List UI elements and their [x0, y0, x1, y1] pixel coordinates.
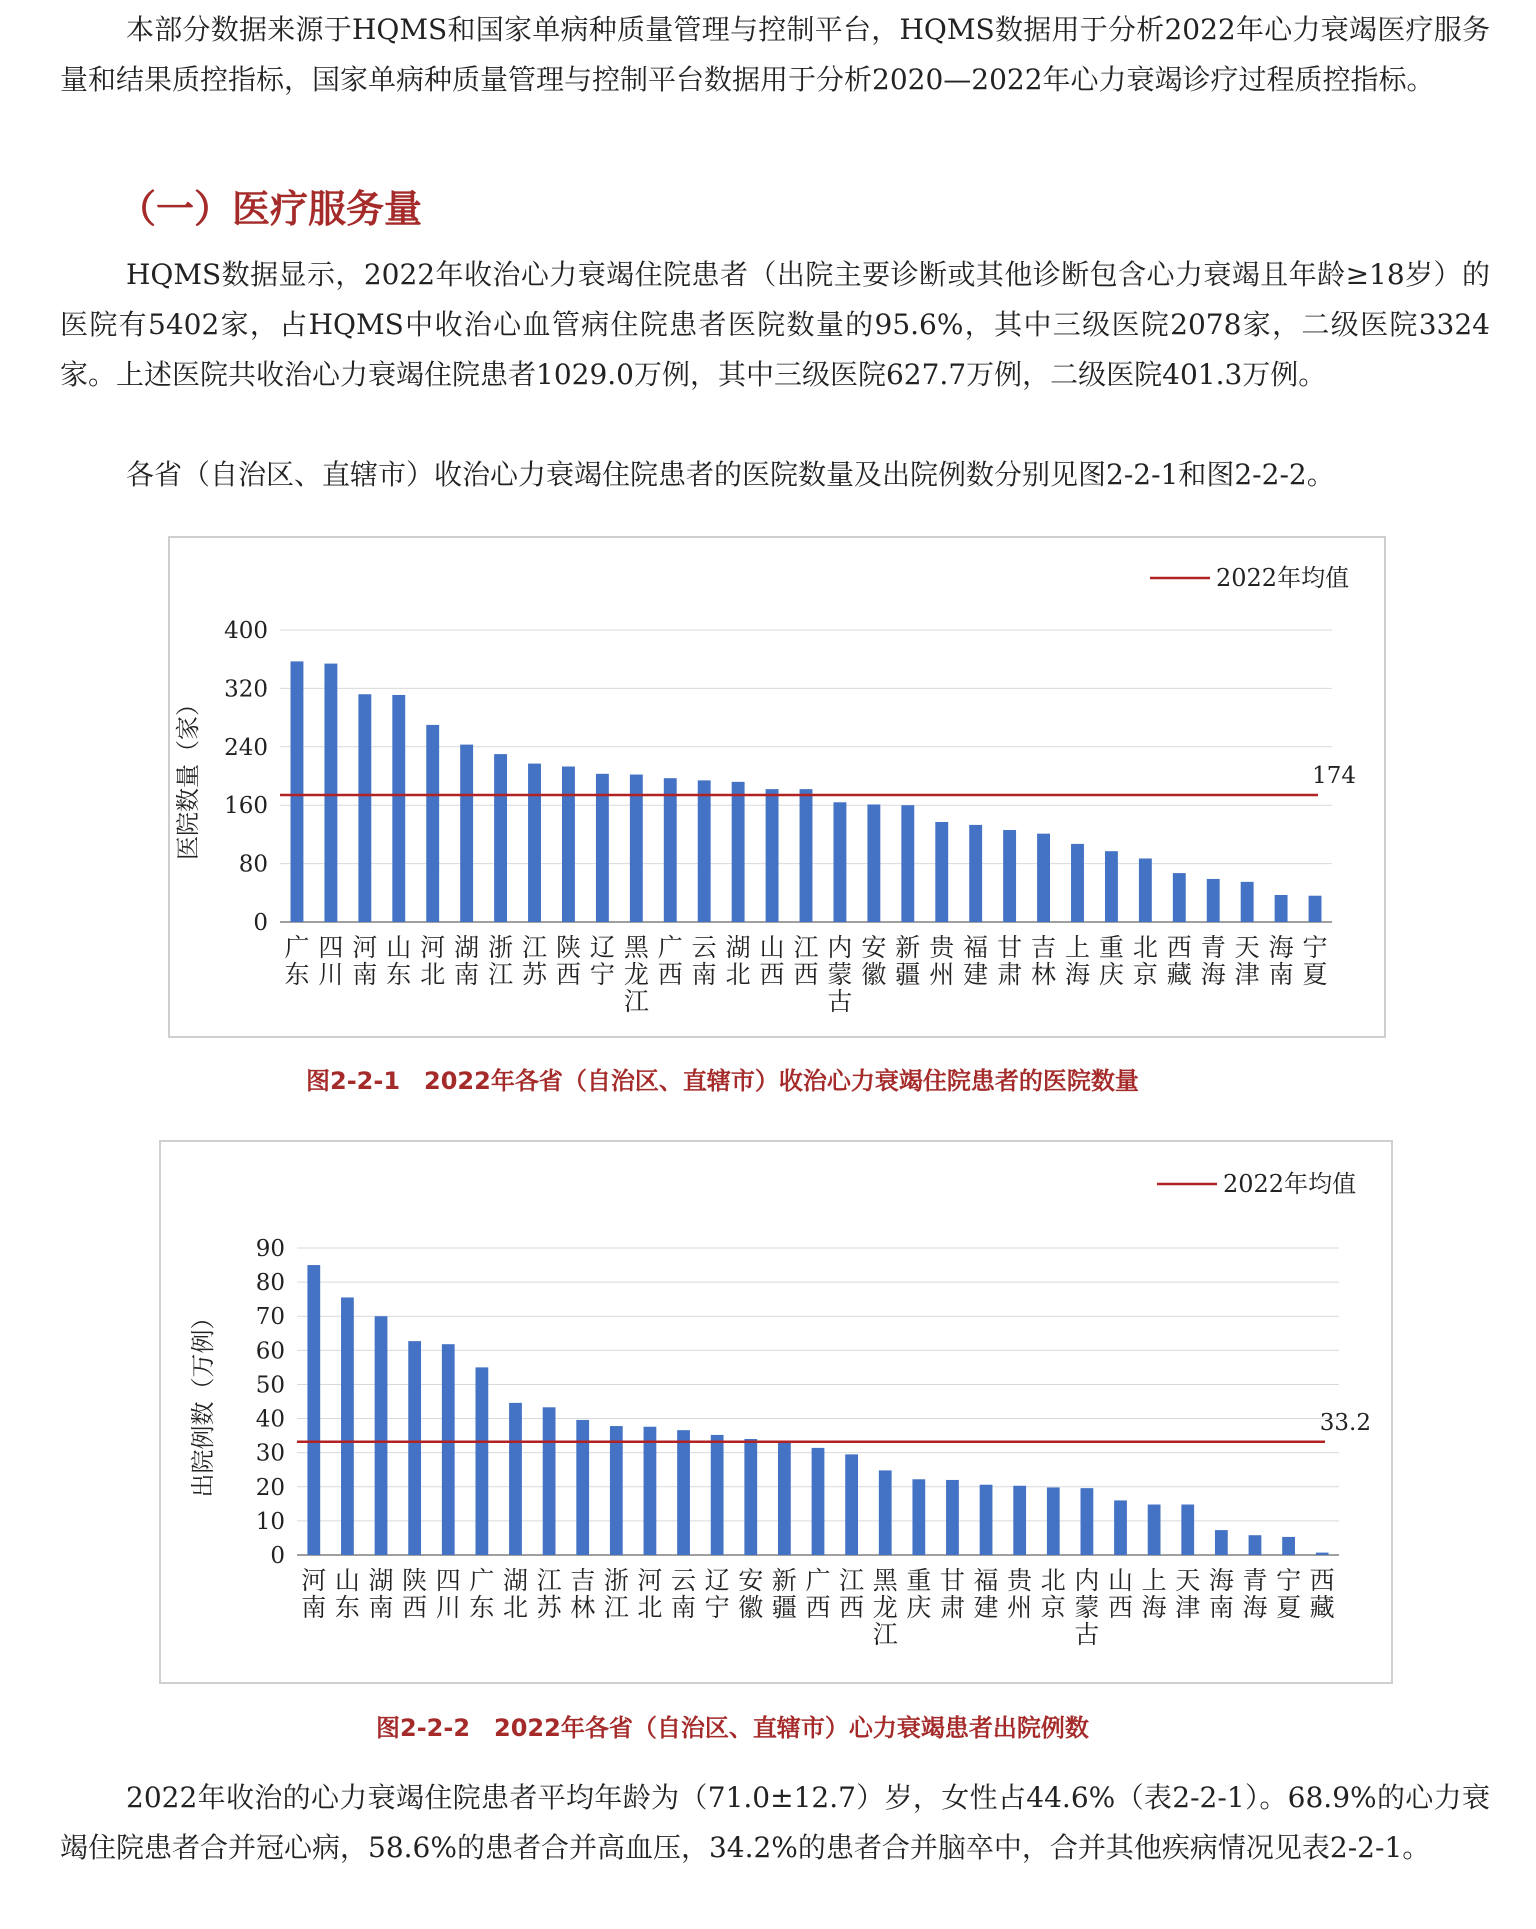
x-category-label: 贵: [1007, 1566, 1033, 1595]
x-category-label: 北: [1132, 933, 1158, 962]
x-category-label: 天: [1234, 933, 1260, 962]
y-tick-label: 30: [255, 1440, 285, 1467]
x-category-label: 北: [502, 1593, 528, 1622]
x-category-label: 江: [603, 1593, 629, 1622]
y-tick-label: 60: [255, 1338, 285, 1365]
bar: [901, 805, 914, 922]
y-tick-label: 50: [255, 1372, 285, 1399]
x-category-label: 江: [793, 933, 819, 962]
x-category-label: 青: [1242, 1566, 1268, 1595]
bar: [935, 822, 948, 922]
x-category-label: 北: [725, 960, 751, 989]
service-volume-paragraph: HQMS数据显示，2022年收治心力衰竭住院患者（出院主要诊断或其他诊断包含心力衰竭且年龄≥18岁）的医院有5402家，占HQMS中收治心血管病住院患者医院数量的95.6%，其中三级医院2078家，二级医院3324家。上述医院共收治心力衰竭住院患者1029.0万例，其中三级医院627.7万例，二级医院401.3万例。: [60, 258, 1490, 391]
x-category-label: 吉: [570, 1566, 596, 1595]
y-tick-label: 400: [224, 618, 268, 644]
bar: [980, 1485, 993, 1555]
y-axis-label: 医院数量（家）: [174, 692, 202, 860]
x-category-label: 西: [805, 1593, 831, 1622]
bar: [1105, 851, 1118, 922]
x-category-label: 江: [623, 987, 649, 1016]
x-category-label: 林: [570, 1593, 596, 1622]
bar: [358, 694, 371, 922]
bar: [732, 782, 745, 922]
x-category-label: 黑: [872, 1566, 898, 1595]
x-category-label: 广: [469, 1566, 495, 1595]
x-category-label: 福: [973, 1566, 999, 1595]
y-tick-label: 20: [255, 1474, 285, 1501]
x-category-label: 海: [1242, 1593, 1268, 1622]
x-category-label: 庆: [906, 1593, 932, 1622]
bar: [664, 778, 677, 922]
bar: [778, 1443, 791, 1555]
bar: [1148, 1505, 1161, 1555]
y-tick-label: 80: [255, 1270, 285, 1297]
x-category-label: 海: [1064, 960, 1090, 989]
x-category-label: 林: [1031, 960, 1057, 989]
bar: [543, 1407, 556, 1555]
x-category-label: 津: [1234, 960, 1260, 989]
x-category-label: 安: [738, 1566, 764, 1595]
bar: [812, 1448, 825, 1555]
bar: [562, 767, 575, 922]
x-category-label: 上: [1064, 933, 1090, 962]
bar: [833, 802, 846, 922]
bar: [426, 725, 439, 922]
x-category-label: 疆: [895, 960, 921, 989]
x-category-label: 西: [555, 960, 581, 989]
x-category-label: 东: [334, 1593, 360, 1622]
bar: [392, 695, 405, 922]
x-category-label: 山: [386, 933, 412, 962]
bar: [494, 754, 507, 922]
mean-value-label: 174: [1312, 762, 1356, 789]
x-category-label: 南: [1268, 960, 1294, 989]
x-category-label: 宁: [589, 960, 615, 989]
bar: [879, 1470, 892, 1555]
chart-discharge-count: [161, 1142, 1391, 1682]
x-category-label: 青: [1200, 933, 1226, 962]
x-category-label: 蒙: [1074, 1593, 1100, 1622]
y-tick-label: 160: [224, 793, 268, 820]
bar: [291, 661, 304, 922]
x-category-label: 藏: [1309, 1593, 1335, 1622]
bar: [1003, 830, 1016, 922]
y-tick-label: 0: [270, 1543, 285, 1569]
x-category-label: 福: [963, 933, 989, 962]
bar: [341, 1297, 354, 1555]
bar: [375, 1316, 388, 1555]
chart-hospital-count-frame: [168, 536, 1386, 1038]
x-category-label: 西: [759, 960, 785, 989]
patient-profile-paragraph: 2022年收治的心力衰竭住院患者平均年龄为（71.0±12.7）岁，女性占44.6%（表2-2-1）。68.9%的心力衰竭住院患者合并冠心病，58.6%的患者合并高血压，34.2%的患者合并脑卒中，合并其他疾病情况见表2-2-1。: [60, 1781, 1490, 1864]
bar: [677, 1430, 690, 1555]
x-category-label: 安: [861, 933, 887, 962]
bar: [1316, 1553, 1329, 1555]
bar: [475, 1367, 488, 1555]
x-category-label: 建: [973, 1593, 999, 1622]
bar: [744, 1439, 757, 1555]
bar: [610, 1426, 623, 1555]
y-tick-label: 70: [255, 1304, 285, 1331]
x-category-label: 上: [1141, 1566, 1167, 1595]
bar: [1114, 1500, 1127, 1555]
y-tick-label: 0: [253, 910, 268, 936]
x-category-label: 广: [657, 933, 683, 962]
bar: [711, 1435, 724, 1555]
bar: [460, 745, 473, 922]
x-category-label: 甘: [939, 1566, 965, 1595]
bar: [1241, 882, 1254, 922]
x-category-label: 海: [1268, 933, 1294, 962]
x-category-label: 河: [301, 1566, 327, 1595]
x-category-label: 庆: [1098, 960, 1124, 989]
intro-paragraph: 本部分数据来源于HQMS和国家单病种质量管理与控制平台，HQMS数据用于分析2022年心力衰竭医疗服务量和结果质控指标，国家单病种质量管理与控制平台数据用于分析2020—2022年心力衰竭诊疗过程质控指标。: [60, 13, 1490, 96]
x-category-label: 海: [1200, 960, 1226, 989]
x-category-label: 湖: [502, 1566, 528, 1595]
x-category-label: 徽: [861, 960, 887, 989]
x-category-label: 辽: [589, 933, 615, 962]
x-category-label: 陕: [555, 933, 581, 962]
x-category-label: 西: [839, 1593, 865, 1622]
x-category-label: 建: [963, 960, 989, 989]
x-category-label: 重: [1098, 933, 1124, 962]
x-category-label: 四: [435, 1566, 461, 1595]
x-category-label: 广: [284, 933, 310, 962]
x-category-label: 夏: [1302, 960, 1328, 989]
bar: [1071, 844, 1084, 922]
bar: [1282, 1537, 1295, 1555]
x-category-label: 四: [318, 933, 344, 962]
chart-discharge-count-frame: [159, 1140, 1393, 1684]
bar: [509, 1403, 522, 1555]
y-tick-label: 10: [255, 1508, 285, 1535]
x-category-label: 河: [352, 933, 378, 962]
x-category-label: 京: [1040, 1593, 1066, 1622]
x-category-label: 河: [637, 1566, 663, 1595]
x-category-label: 南: [368, 1593, 394, 1622]
bar: [630, 775, 643, 922]
x-category-label: 西: [793, 960, 819, 989]
y-tick-label: 90: [255, 1236, 285, 1262]
x-category-label: 黑: [623, 933, 649, 962]
bar: [1037, 834, 1050, 922]
x-category-label: 宁: [1302, 933, 1328, 962]
x-category-label: 夏: [1276, 1593, 1302, 1622]
legend-label: 2022年均值: [1223, 1170, 1357, 1198]
x-category-label: 古: [1074, 1620, 1100, 1649]
x-category-label: 宁: [704, 1593, 730, 1622]
bar: [698, 780, 711, 922]
bar: [766, 789, 779, 922]
bar: [408, 1341, 421, 1555]
x-category-label: 浙: [603, 1566, 629, 1595]
x-category-label: 湖: [725, 933, 751, 962]
x-category-label: 云: [671, 1566, 697, 1595]
bar: [1013, 1486, 1026, 1555]
x-category-label: 西: [1309, 1566, 1335, 1595]
x-category-label: 龙: [623, 960, 649, 989]
y-tick-label: 80: [238, 851, 268, 878]
y-tick-label: 40: [255, 1406, 285, 1433]
figure-caption-2: 图2-2-2 2022年各省（自治区、直辖市）心力衰竭患者出院例数: [376, 1714, 1089, 1742]
bar: [324, 664, 337, 922]
x-category-label: 辽: [704, 1566, 730, 1595]
x-category-label: 江: [536, 1566, 562, 1595]
bar: [1181, 1505, 1194, 1555]
section-heading: （一）医疗服务量: [118, 187, 423, 231]
x-category-label: 西: [1108, 1593, 1134, 1622]
x-category-label: 川: [318, 960, 344, 989]
x-category-label: 海: [1208, 1566, 1234, 1595]
chart-hospital-count: [170, 538, 1384, 1036]
x-category-label: 东: [284, 960, 310, 989]
bar: [1139, 858, 1152, 922]
x-category-label: 江: [488, 960, 514, 989]
x-category-label: 苏: [536, 1593, 562, 1622]
x-category-label: 新: [771, 1566, 797, 1595]
bar: [1215, 1530, 1228, 1555]
x-category-label: 南: [1208, 1593, 1234, 1622]
bar: [1047, 1487, 1060, 1555]
bar: [912, 1479, 925, 1555]
bar: [1207, 879, 1220, 922]
x-category-label: 西: [1166, 933, 1192, 962]
x-category-label: 云: [691, 933, 717, 962]
y-tick-label: 320: [224, 676, 268, 703]
x-category-label: 古: [827, 987, 853, 1016]
x-category-label: 湖: [454, 933, 480, 962]
bar: [800, 789, 813, 922]
x-category-label: 山: [334, 1566, 360, 1595]
x-category-label: 肃: [997, 960, 1023, 989]
x-category-label: 州: [1007, 1593, 1033, 1622]
x-category-label: 陕: [402, 1566, 428, 1595]
x-category-label: 新: [895, 933, 921, 962]
x-category-label: 北: [1040, 1566, 1066, 1595]
bar: [867, 804, 880, 922]
x-category-label: 广: [805, 1566, 831, 1595]
x-category-label: 苏: [522, 960, 548, 989]
bar: [576, 1420, 589, 1555]
y-tick-label: 240: [224, 734, 268, 761]
x-category-label: 疆: [771, 1593, 797, 1622]
x-category-label: 宁: [1276, 1566, 1302, 1595]
x-category-label: 江: [839, 1566, 865, 1595]
x-category-label: 北: [420, 960, 446, 989]
bar: [1081, 1488, 1094, 1555]
x-category-label: 甘: [997, 933, 1023, 962]
bar: [1249, 1535, 1262, 1555]
x-category-label: 贵: [929, 933, 955, 962]
x-category-label: 川: [435, 1593, 461, 1622]
x-category-label: 吉: [1031, 933, 1057, 962]
x-category-label: 山: [1108, 1566, 1134, 1595]
figure-reference-paragraph: 各省（自治区、直辖市）收治心力衰竭住院患者的医院数量及出院例数分别见图2-2-1和图2-2-2。: [126, 458, 1335, 491]
bar: [1275, 895, 1288, 922]
x-category-label: 西: [657, 960, 683, 989]
x-category-label: 京: [1132, 960, 1158, 989]
x-category-label: 南: [671, 1593, 697, 1622]
bar: [1173, 873, 1186, 922]
x-category-label: 海: [1141, 1593, 1167, 1622]
x-category-label: 东: [386, 960, 412, 989]
x-category-label: 徽: [738, 1593, 764, 1622]
x-category-label: 蒙: [827, 960, 853, 989]
bar: [644, 1427, 657, 1555]
bar: [307, 1265, 320, 1555]
bar: [845, 1454, 858, 1555]
x-category-label: 西: [402, 1593, 428, 1622]
x-category-label: 天: [1175, 1566, 1201, 1595]
bar: [1309, 896, 1322, 922]
x-category-label: 内: [827, 933, 853, 962]
x-category-label: 州: [929, 960, 955, 989]
x-category-label: 南: [352, 960, 378, 989]
figure-caption-1: 图2-2-1 2022年各省（自治区、直辖市）收治心力衰竭住院患者的医院数量: [306, 1067, 1139, 1095]
x-category-label: 重: [906, 1566, 932, 1595]
x-category-label: 南: [301, 1593, 327, 1622]
x-category-label: 龙: [872, 1593, 898, 1622]
x-category-label: 湖: [368, 1566, 394, 1595]
x-category-label: 肃: [939, 1593, 965, 1622]
bar: [442, 1344, 455, 1555]
y-axis-label: 出院例数（万例）: [189, 1305, 217, 1498]
x-category-label: 山: [759, 933, 785, 962]
x-category-label: 内: [1074, 1566, 1100, 1595]
x-category-label: 南: [691, 960, 717, 989]
x-category-label: 津: [1175, 1593, 1201, 1622]
bar: [528, 764, 541, 922]
x-category-label: 北: [637, 1593, 663, 1622]
legend-label: 2022年均值: [1216, 564, 1350, 592]
mean-value-label: 33.2: [1319, 1409, 1371, 1436]
x-category-label: 南: [454, 960, 480, 989]
x-category-label: 江: [872, 1620, 898, 1649]
x-category-label: 江: [522, 933, 548, 962]
x-category-label: 浙: [488, 933, 514, 962]
x-category-label: 东: [469, 1593, 495, 1622]
x-category-label: 藏: [1166, 960, 1192, 989]
bar: [946, 1480, 959, 1555]
bar: [969, 825, 982, 922]
x-category-label: 河: [420, 933, 446, 962]
